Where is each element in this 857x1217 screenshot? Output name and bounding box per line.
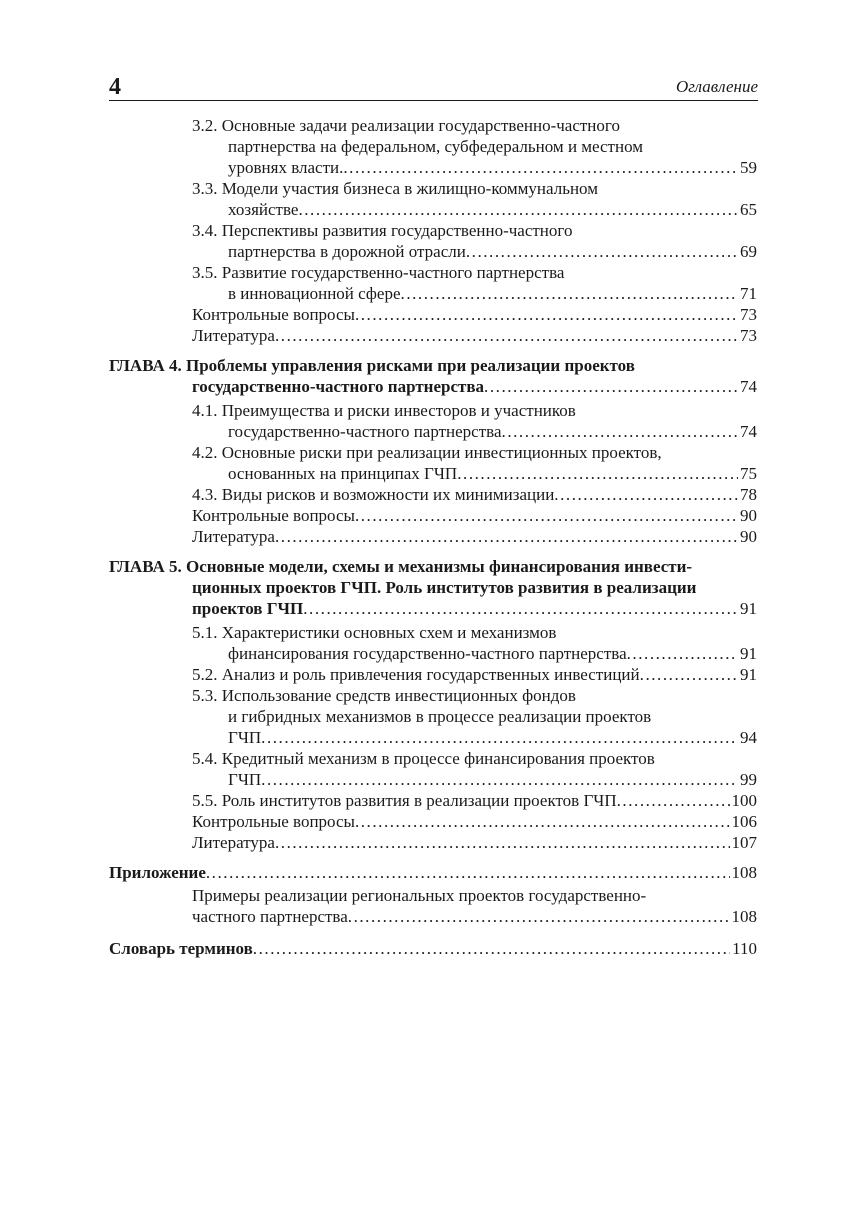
toc-line: ГЛАВА 4. Проблемы управления рисками при реализации проектов — [109, 356, 635, 375]
toc-line — [192, 811, 757, 833]
toc-entry-text: частного партнерства — [192, 907, 348, 926]
toc-line: ционных проектов ГЧП. Роль институтов развития в реализации — [192, 578, 697, 597]
toc-line — [192, 664, 757, 686]
toc-entry-text: 5.5. Роль институтов развития в реализации проектов ГЧП — [192, 791, 617, 810]
toc-line — [109, 938, 757, 960]
toc-line: ГЛАВА 5. Основные модели, схемы и механизмы финансирования инвести- — [109, 557, 693, 576]
toc-entry-text: Контрольные вопросы — [192, 305, 355, 324]
toc-page-number: 91 — [740, 599, 757, 618]
toc-line — [228, 643, 757, 665]
toc-line: Примеры реализации региональных проектов государственно- — [192, 886, 647, 905]
toc-page-number: 91 — [740, 665, 757, 684]
toc-page-number: 108 — [731, 907, 757, 926]
toc-line — [192, 505, 757, 527]
toc-line — [192, 484, 757, 506]
dot-leader — [206, 862, 730, 884]
toc-line — [228, 727, 757, 749]
toc-page-number: 69 — [740, 242, 757, 261]
toc-entry-text: 4.3. Виды рисков и возможности их минимизации — [192, 485, 555, 504]
toc-page-number: 100 — [731, 791, 757, 810]
toc-line — [192, 598, 757, 620]
toc-line — [192, 526, 757, 548]
dot-leader — [355, 811, 730, 833]
toc-line: 4.1. Преимущества и риски инвесторов и участников — [192, 401, 576, 420]
toc-line: 3.3. Модели участия бизнеса в жилищно-коммунальном — [192, 179, 598, 198]
toc-line: 4.2. Основные риски при реализации инвестиционных проектов, — [192, 443, 662, 462]
dot-leader — [617, 790, 730, 812]
toc-entry-text: 5.2. Анализ и роль привлечения государственных инвестиций — [192, 665, 640, 684]
toc-line — [228, 463, 757, 485]
toc-page-number: 73 — [740, 326, 757, 345]
toc-line — [228, 769, 757, 791]
toc-page-number: 108 — [731, 863, 757, 882]
toc-entry-text: государственно-частного партнерства — [192, 377, 485, 396]
toc-entry-text: проектов ГЧП — [192, 599, 304, 618]
toc-page-number: 73 — [740, 305, 757, 324]
running-head: Оглавление — [675, 77, 758, 96]
toc-page-number: 78 — [740, 485, 757, 504]
header-rule — [109, 100, 758, 101]
dot-leader — [502, 421, 738, 443]
dot-leader — [253, 938, 730, 960]
toc-line — [192, 325, 757, 347]
toc-page-number: 91 — [740, 644, 757, 663]
dot-leader — [348, 906, 730, 928]
dot-leader — [457, 463, 738, 485]
dot-leader — [275, 526, 738, 548]
toc-entry-text: Литература — [192, 833, 275, 852]
toc-page-number: 90 — [740, 527, 757, 546]
toc-line — [192, 906, 757, 928]
toc-line: 3.2. Основные задачи реализации государственно-частного — [192, 116, 620, 135]
toc-entry-text: Приложение — [109, 863, 206, 882]
toc-entry-text: Литература — [192, 527, 275, 546]
dot-leader — [261, 769, 738, 791]
toc-line: партнерства на федеральном, субфедеральном и местном — [228, 137, 644, 156]
toc-page-number: 110 — [732, 939, 757, 958]
toc-line — [109, 862, 757, 884]
dot-leader — [355, 505, 738, 527]
dot-leader — [554, 484, 738, 506]
toc-entry-text: Литература — [192, 326, 275, 345]
dot-leader — [627, 643, 738, 665]
toc-line: 5.3. Использование средств инвестиционных фондов — [192, 686, 576, 705]
toc-page-number: 107 — [731, 833, 757, 852]
dot-leader — [303, 598, 738, 620]
toc-page-number: 94 — [740, 728, 757, 747]
toc-line — [228, 241, 757, 263]
toc-page-number: 106 — [731, 812, 757, 831]
dot-leader — [484, 376, 738, 398]
page-number: 4 — [109, 74, 121, 100]
toc-line — [192, 376, 757, 398]
dot-leader — [275, 325, 738, 347]
toc-entry-text: Контрольные вопросы — [192, 812, 355, 831]
dot-leader — [343, 157, 738, 179]
toc-page-number: 59 — [740, 158, 757, 177]
toc-page-number: 65 — [740, 200, 757, 219]
toc-line: 5.1. Характеристики основных схем и механизмов — [192, 623, 557, 642]
toc-line: 3.4. Перспективы развития государственно-частного — [192, 221, 573, 240]
toc-entry-text: в инновационной сфере — [228, 284, 401, 303]
dot-leader — [466, 241, 738, 263]
toc-line: 5.4. Кредитный механизм в процессе финансирования проектов — [192, 749, 655, 768]
toc-line — [228, 421, 757, 443]
toc-entry-text: государственно-частного партнерства — [228, 422, 502, 441]
toc-entry-text: ГЧП — [228, 770, 262, 789]
dot-leader — [401, 283, 738, 305]
toc-page-number: 99 — [740, 770, 757, 789]
toc-line: 3.5. Развитие государственно-частного партнерства — [192, 263, 565, 282]
toc-entry-text: Контрольные вопросы — [192, 506, 355, 525]
dot-leader — [355, 304, 738, 326]
toc-line — [228, 199, 757, 221]
toc-line: и гибридных механизмов в процессе реализации проектов — [228, 707, 652, 726]
toc-line — [192, 790, 757, 812]
dot-leader — [261, 727, 738, 749]
toc-line — [192, 832, 757, 854]
toc-page-number: 74 — [740, 377, 757, 396]
toc-entry-text: хозяйстве — [228, 200, 299, 219]
toc-entry-text: финансирования государственно-частного партнерства — [228, 644, 627, 663]
toc-page-number: 71 — [740, 284, 757, 303]
toc-page-number: 75 — [740, 464, 757, 483]
toc-page-number: 74 — [740, 422, 757, 441]
toc-entry-text: партнерства в дорожной отрасли — [228, 242, 466, 261]
dot-leader — [640, 664, 738, 686]
dot-leader — [298, 199, 738, 221]
toc-entry-text: уровнях власти. — [228, 158, 344, 177]
toc-line — [228, 283, 757, 305]
toc-line — [228, 157, 757, 179]
toc-line — [192, 304, 757, 326]
dot-leader — [275, 832, 730, 854]
toc-entry-text: ГЧП — [228, 728, 262, 747]
toc-entry-text: основанных на принципах ГЧП — [228, 464, 458, 483]
toc-page-number: 90 — [740, 506, 757, 525]
toc-entry-text: Словарь терминов — [109, 939, 253, 958]
